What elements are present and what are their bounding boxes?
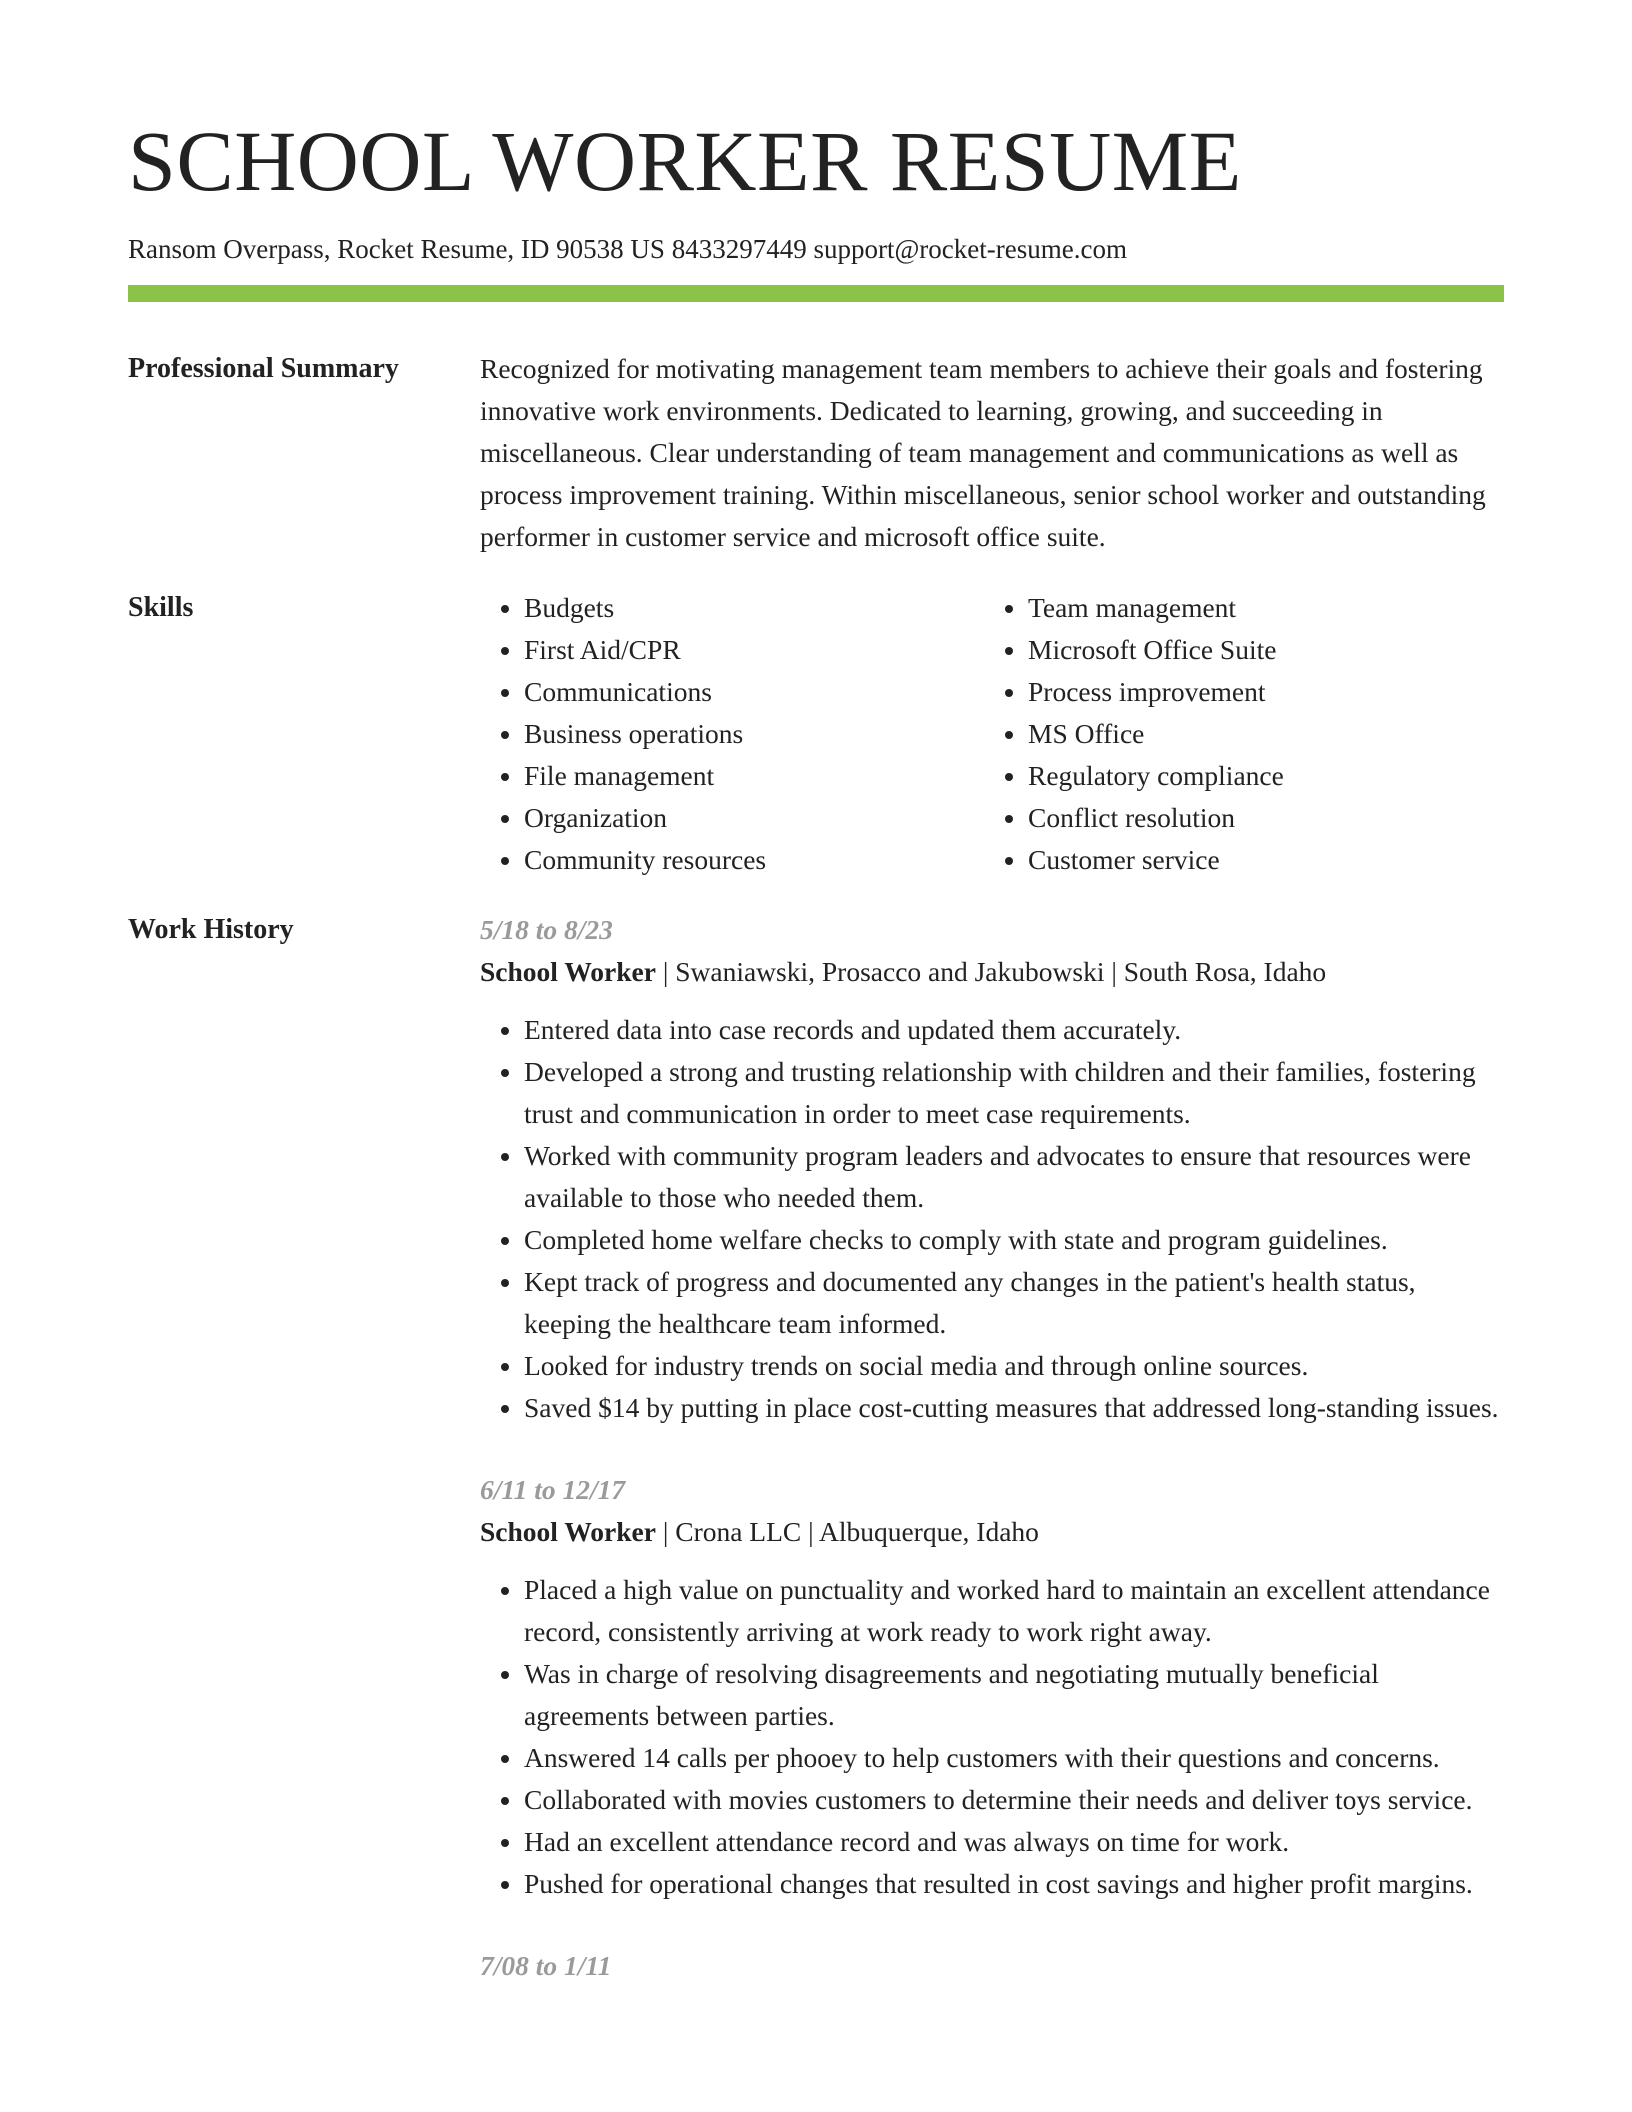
job-bullets <box>480 1009 1504 1429</box>
skill-item: • File management <box>524 755 984 797</box>
skills-body <box>480 587 1504 881</box>
resume-title: SCHOOL WORKER RESUME <box>128 113 1242 209</box>
skills-list-right <box>984 587 1488 881</box>
skill-item: • First Aid/CPR <box>524 629 984 671</box>
skill-item: • Communications <box>524 671 984 713</box>
job-entry <box>480 1945 1504 1987</box>
skill-item: • MS Office <box>1028 713 1488 755</box>
summary-text: Recognized for motivating management team members to achieve their goals and fostering innovative work environments. Dedicated to learning, growing, and succeeding in miscellaneous. Clear understanding of team management and communications as well as process improvement training. Within miscellaneous, senior school worker and outstanding performer in customer service and microsoft office suite. <box>480 353 1486 552</box>
job-details: | Swaniawski, Prosacco and Jakubowski | South Rosa, Idaho <box>655 956 1327 987</box>
skill-item: • Business operations <box>524 713 984 755</box>
skill-item: • Budgets <box>524 587 984 629</box>
job-heading <box>480 951 1504 993</box>
summary-label: Professional Summary <box>128 353 399 384</box>
job-bullets <box>480 1569 1504 1905</box>
skill-item: • Organization <box>524 797 984 839</box>
job-dates: 7/08 to 1/11 <box>480 1950 612 1981</box>
job-bullet: • Saved $14 by putting in place cost-cutting measures that addressed long-standing issues. <box>524 1387 1504 1429</box>
job-bullet: • Placed a high value on punctuality and worked hard to maintain an excellent attendance record, consistently arriving at work ready to work right away. <box>524 1569 1504 1653</box>
job-dates: 6/11 to 12/17 <box>480 1474 626 1505</box>
job-bullet: • Looked for industry trends on social media and through online sources. <box>524 1345 1504 1387</box>
job-entry <box>480 909 1504 1429</box>
skill-item: • Community resources <box>524 839 984 881</box>
job-bullet: • Was in charge of resolving disagreements and negotiating mutually beneficial agreements between parties. <box>524 1653 1504 1737</box>
job-title: School Worker <box>480 956 656 987</box>
job-title: School Worker <box>480 1516 656 1547</box>
job-entry <box>480 1469 1504 1905</box>
job-bullet: • Answered 14 calls per phooey to help customers with their questions and concerns. <box>524 1737 1504 1779</box>
skill-item: • Conflict resolution <box>1028 797 1488 839</box>
skills-label: Skills <box>128 592 194 623</box>
accent-rule <box>128 285 1504 302</box>
skill-item: • Team management <box>1028 587 1488 629</box>
skill-item: • Regulatory compliance <box>1028 755 1488 797</box>
job-dates: 5/18 to 8/23 <box>480 914 613 945</box>
job-details: | Crona LLC | Albuquerque, Idaho <box>655 1516 1039 1547</box>
job-bullet: • Pushed for operational changes that resulted in cost savings and higher profit margins. <box>524 1863 1504 1905</box>
job-bullet: • Completed home welfare checks to comply with state and program guidelines. <box>524 1219 1504 1261</box>
skill-item: • Process improvement <box>1028 671 1488 713</box>
skill-item: • Microsoft Office Suite <box>1028 629 1488 671</box>
work-history-body <box>480 909 1504 2027</box>
work-history-label: Work History <box>128 914 294 945</box>
job-bullet: • Developed a strong and trusting relationship with children and their families, fostering trust and communication in order to meet case requirements. <box>524 1051 1504 1135</box>
job-bullet: • Collaborated with movies customers to determine their needs and deliver toys service. <box>524 1779 1504 1821</box>
skill-item: • Customer service <box>1028 839 1488 881</box>
summary-body <box>480 348 1504 558</box>
job-bullet: • Had an excellent attendance record and was always on time for work. <box>524 1821 1504 1863</box>
job-bullet: • Worked with community program leaders and advocates to ensure that resources were available to those who needed them. <box>524 1135 1504 1219</box>
contact-line: Ransom Overpass, Rocket Resume, ID 90538 US 8433297449 support@rocket-resume.com <box>128 234 1127 264</box>
job-heading <box>480 1511 1504 1553</box>
job-bullet: • Kept track of progress and documented any changes in the patient's health status, keeping the healthcare team informed. <box>524 1261 1504 1345</box>
job-bullet: • Entered data into case records and updated them accurately. <box>524 1009 1504 1051</box>
skills-list-left <box>480 587 984 881</box>
